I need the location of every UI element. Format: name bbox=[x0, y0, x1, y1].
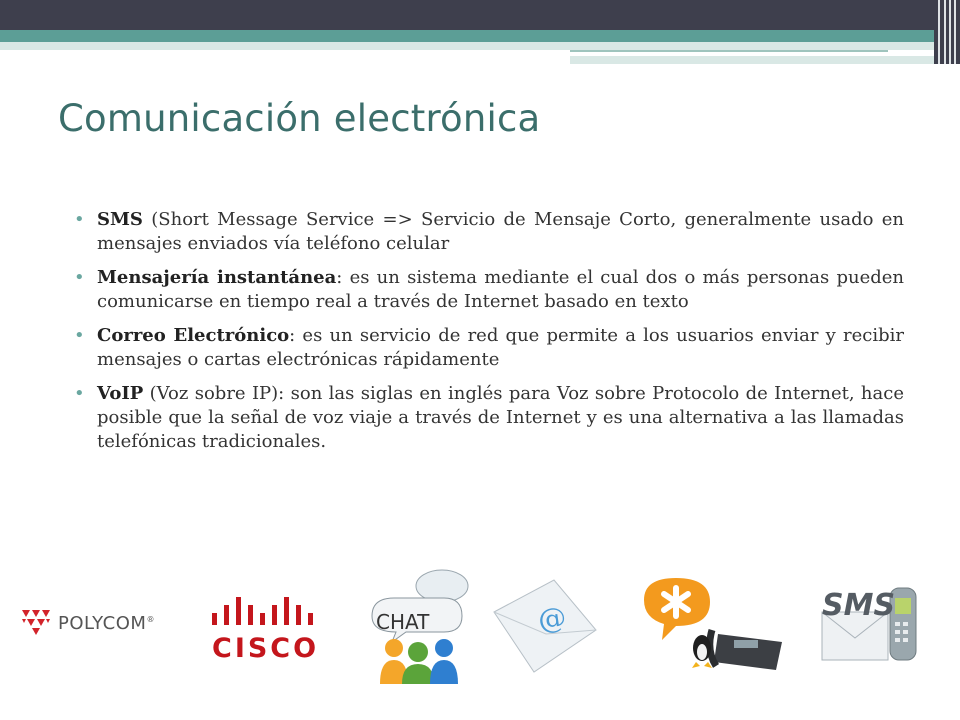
polycom-mark-icon bbox=[18, 604, 54, 648]
bullet-term: SMS bbox=[97, 209, 143, 230]
polycom-label: POLYCOM® bbox=[58, 613, 155, 634]
bullet-text: : es un servicio de red que permite a los usuarios enviar y recibir mensajes o cartas electrónicas rápidamente bbox=[97, 325, 905, 370]
bullet-list bbox=[72, 208, 904, 464]
bullet-term: VoIP bbox=[97, 383, 144, 404]
bullet-text: : es un sistema mediante el cual dos o más personas pueden comunicarse en tiempo real a través de Internet basado en texto bbox=[97, 267, 904, 312]
cisco-bars-icon bbox=[204, 583, 322, 633]
sms-label: SMS bbox=[822, 588, 896, 623]
slide-title: Comunicación electrónica bbox=[58, 97, 541, 140]
bullet-term: Mensajería instantánea bbox=[97, 267, 337, 288]
bullet-sms bbox=[72, 208, 904, 256]
chat-label: CHAT bbox=[376, 610, 430, 634]
header-accent-band bbox=[0, 30, 960, 42]
header-light-band bbox=[0, 42, 940, 50]
envelope-at-icon bbox=[484, 572, 604, 682]
bullet-text: (Voz sobre IP): son las siglas en inglés para Voz sobre Protocolo de Internet, hace posible que la señal de voz viaje a través de Internet y es una alternativa a las llamadas telefónicas tradicionales. bbox=[97, 383, 904, 452]
bullet-term: Correo Electrónico bbox=[97, 325, 290, 346]
bullet-instant-messaging bbox=[72, 266, 904, 314]
header-thin-line bbox=[570, 50, 888, 52]
asterisk-phone-icon bbox=[636, 570, 786, 680]
header-stripes bbox=[934, 0, 960, 64]
cisco-label: CISCO bbox=[212, 633, 320, 664]
bullet-voip bbox=[72, 382, 904, 454]
bullet-email bbox=[72, 324, 904, 372]
bullet-text: (Short Message Service => Servicio de Mensaje Corto, generalmente usado en mensajes enviados vía teléfono celular bbox=[97, 209, 904, 254]
chat-bubble-people-icon bbox=[366, 568, 472, 684]
header-light-band-short bbox=[570, 56, 940, 64]
at-symbol: @ bbox=[535, 600, 569, 637]
sms-phone-icon bbox=[818, 578, 922, 666]
cisco-logo bbox=[204, 583, 322, 669]
polycom-logo bbox=[18, 604, 178, 648]
top-header-bar bbox=[0, 0, 960, 30]
